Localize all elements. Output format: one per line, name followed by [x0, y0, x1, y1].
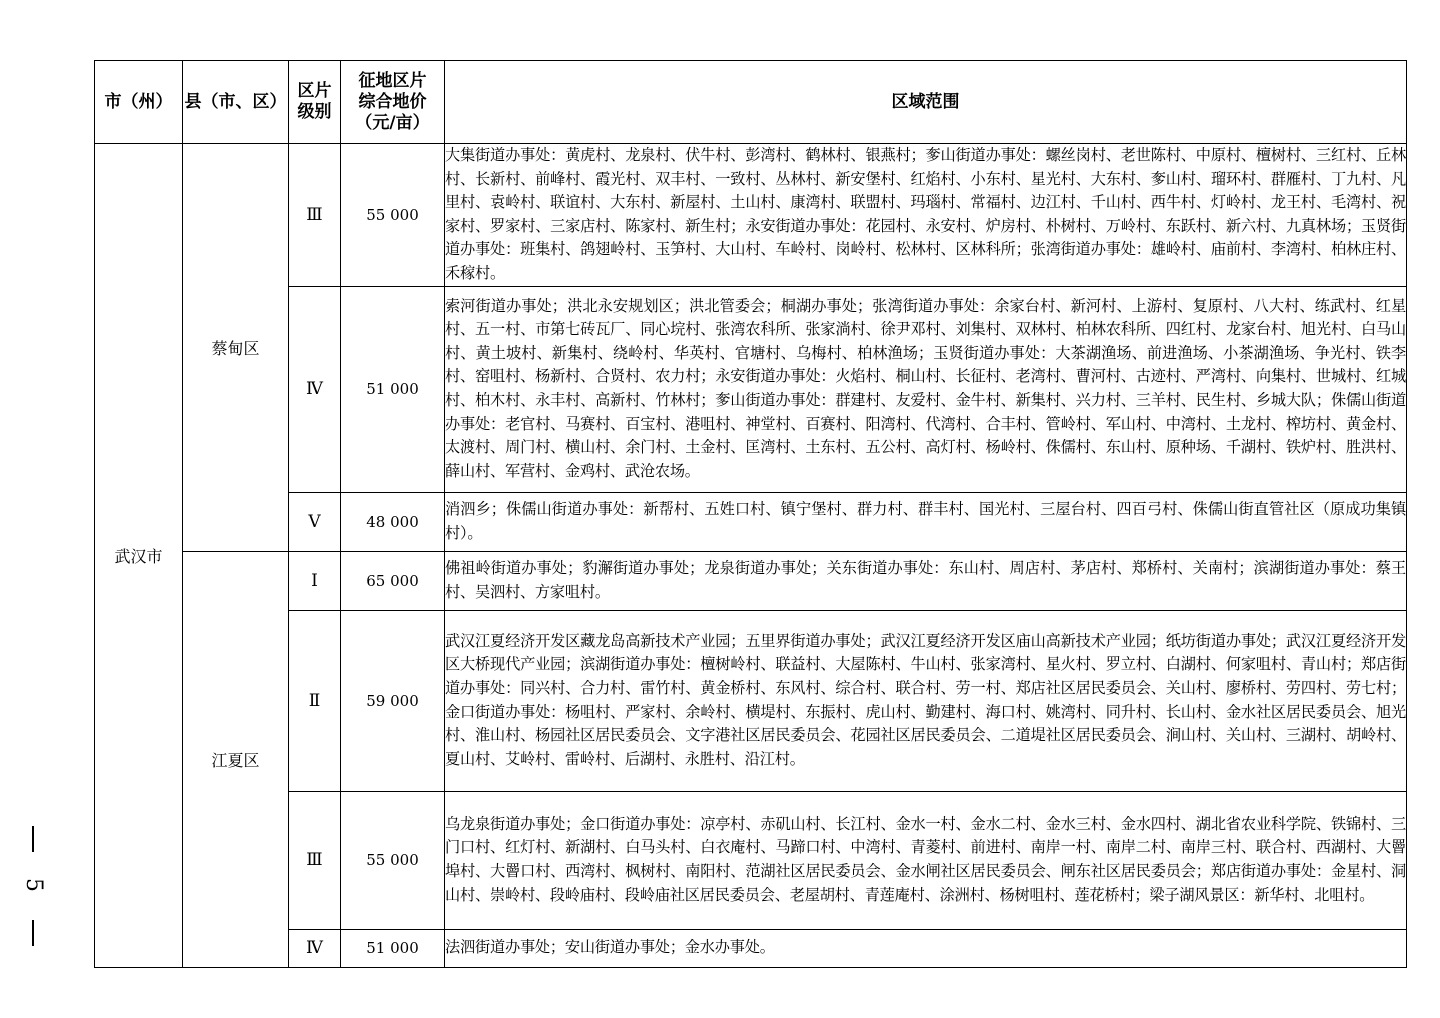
table-row [95, 610, 1407, 791]
header-row [95, 61, 1407, 144]
page-number-dash-top [32, 826, 34, 852]
table-row [95, 286, 1407, 492]
land-price-table [94, 60, 1407, 968]
header-level-line1: 区片 [297, 81, 332, 101]
level-cell: Ⅰ [289, 551, 341, 610]
table-row [95, 144, 1407, 287]
level-cell: Ⅲ [289, 144, 341, 287]
price-cell: 48 000 [341, 492, 445, 551]
header-level [289, 61, 341, 144]
price-cell: 51 000 [341, 929, 445, 967]
area-cell: 乌龙泉街道办事处；金口街道办事处：凉亭村、赤矶山村、长江村、金水一村、金水二村、金水三村、金水四村、湖北省农业科学院、铁锦村、三门口村、红灯村、新湖村、白马头村、白衣庵村、马蹄口村、中湾村、青菱村、前进村、南岸一村、南岸二村、南岸三村、联合村、西湖村、大罾埠村、大罾口村、西湾村、枫树村、南阳村、范湖社区居民委员会、金水闸社区居民委员会、闸东社区居民委员会；郑店街道办事处：金星村、洞山村、崇岭村、段岭庙村、段岭庙社区居民委员会、老屋胡村、青莲庵村、涂洲村、杨树咀村、莲花桥村；梁子湖风景区：新华村、北咀村。 [445, 791, 1407, 929]
header-price [341, 61, 445, 144]
price-cell: 59 000 [341, 610, 445, 791]
header-level-line2: 级别 [297, 102, 332, 122]
level-cell: Ⅱ [289, 610, 341, 791]
area-cell: 大集街道办事处：黄虎村、龙泉村、伏牛村、彭湾村、鹤林村、银燕村；奓山街道办事处：螺丝岗村、老世陈村、中原村、檀树村、三红村、丘林村、长新村、前峰村、霞光村、双丰村、一致村、丛林村、新安堡村、红焰村、小东村、星光村、大东村、奓山村、瑠环村、群雁村、丁九村、凡里村、袁岭村、联谊村、大东村、新屋村、土山村、康湾村、联盟村、玛瑙村、常福村、边江村、千山村、西牛村、灯岭村、龙王村、毛湾村、祝家村、罗家村、三家店村、陈家村、新生村；永安街道办事处：花园村、永安村、炉房村、朴树村、万岭村、东跃村、新六村、九真林场；玉贤街道办事处：班集村、鸽翅岭村、玉笋村、大山村、车岭村、岗岭村、松林村、区林科所；张湾街道办事处：雄岭村、庙前村、李湾村、柏林庄村、禾稼村。 [445, 144, 1407, 287]
level-cell: Ⅲ [289, 791, 341, 929]
table-row [95, 551, 1407, 610]
county-cell-jiangxia: 江夏区 [183, 551, 289, 967]
area-cell: 索河街道办事处；洪北永安规划区；洪北管委会；桐湖办事处；张湾街道办事处：余家台村、新河村、上游村、复原村、八大村、练武村、红星村、五一村、市第七砖瓦厂、同心垸村、张湾农科所、张家淌村、徐尹邓村、刘集村、双林村、柏林农科所、四红村、龙家台村、旭光村、白马山村、黄土坡村、新集村、绕岭村、华英村、官塘村、乌梅村、柏林渔场；玉贤街道办事处：大茶湖渔场、前进渔场、小茶湖渔场、争光村、铁李村、窑咀村、杨新村、合贤村、农力村；永安街道办事处：火焰村、桐山村、长征村、老湾村、曹河村、古迹村、严湾村、向集村、世城村、红城村、柏木村、永丰村、高新村、竹林村；奓山街道办事处：群建村、友爱村、金牛村、新集村、兴力村、三羊村、民生村、乡城大队；侏儒山街道办事处：老官村、马赛村、百宝村、港咀村、神堂村、百赛村、阳湾村、代湾村、合丰村、管岭村、军山村、中湾村、土龙村、榨坊村、黄金村、太渡村、周门村、横山村、余门村、土金村、匡湾村、土东村、五公村、高灯村、杨岭村、侏儒村、东山村、原种场、千湖村、铁炉村、胜洪村、薛山村、军营村、金鸡村、武沧农场。 [445, 286, 1407, 492]
table-row [95, 929, 1407, 967]
area-cell: 法泗街道办事处；安山街道办事处；金水办事处。 [445, 929, 1407, 967]
county-cell-caidian: 蔡甸区 [183, 144, 289, 552]
level-cell: Ⅴ [289, 492, 341, 551]
level-cell: Ⅳ [289, 286, 341, 492]
area-cell: 佛祖岭街道办事处；豹澥街道办事处；龙泉街道办事处；关东街道办事处：东山村、周店村、茅店村、郑桥村、关南村；滨湖街道办事处：蔡王村、吴泗村、方家咀村。 [445, 551, 1407, 610]
area-cell: 消泗乡；侏儒山街道办事处：新帮村、五姓口村、镇宁堡村、群力村、群丰村、国光村、三屋台村、四百弓村、侏儒山街直管社区（原成功集镇村）。 [445, 492, 1407, 551]
header-price-line2: 综合地价 [358, 91, 427, 112]
header-county: 县（市、区） [183, 61, 289, 144]
price-cell: 65 000 [341, 551, 445, 610]
city-cell: 武汉市 [95, 144, 183, 968]
header-city: 市（州） [95, 61, 183, 144]
price-cell: 51 000 [341, 286, 445, 492]
table-row [95, 492, 1407, 551]
area-cell: 武汉江夏经济开发区藏龙岛高新技术产业园；五里界街道办事处；武汉江夏经济开发区庙山高新技术产业园；纸坊街道办事处；武汉江夏经济开发区大桥现代产业园；滨湖街道办事处：檀树岭村、联益村、大屋陈村、牛山村、张家湾村、星火村、罗立村、白湖村、何家咀村、青山村；郑店街道办事处：同兴村、合力村、雷竹村、黄金桥村、东风村、综合村、联合村、劳一村、郑店社区居民委员会、关山村、廖桥村、劳四村、劳七村；金口街道办事处：杨咀村、严家村、余岭村、横堤村、东振村、虎山村、勤建村、海口村、姚湾村、同升村、长山村、金水社区居民委员会、旭光村、淮山村、杨园社区居民委员会、文字港社区居民委员会、花园社区居民委员会、二道堤社区居民委员会、涧山村、关山村、三湖村、胡岭村、夏山村、艾岭村、雷岭村、后湖村、永胜村、沿江村。 [445, 610, 1407, 791]
header-area: 区域范围 [445, 61, 1407, 144]
level-cell: Ⅳ [289, 929, 341, 967]
page-number: 5 [21, 878, 46, 892]
table-row [95, 791, 1407, 929]
header-price-line3: （元/亩） [355, 112, 430, 133]
header-price-line1: 征地区片 [358, 70, 427, 91]
price-cell: 55 000 [341, 144, 445, 287]
price-cell: 55 000 [341, 791, 445, 929]
page-number-dash-bottom [32, 920, 34, 946]
page-number-marker [14, 826, 52, 946]
